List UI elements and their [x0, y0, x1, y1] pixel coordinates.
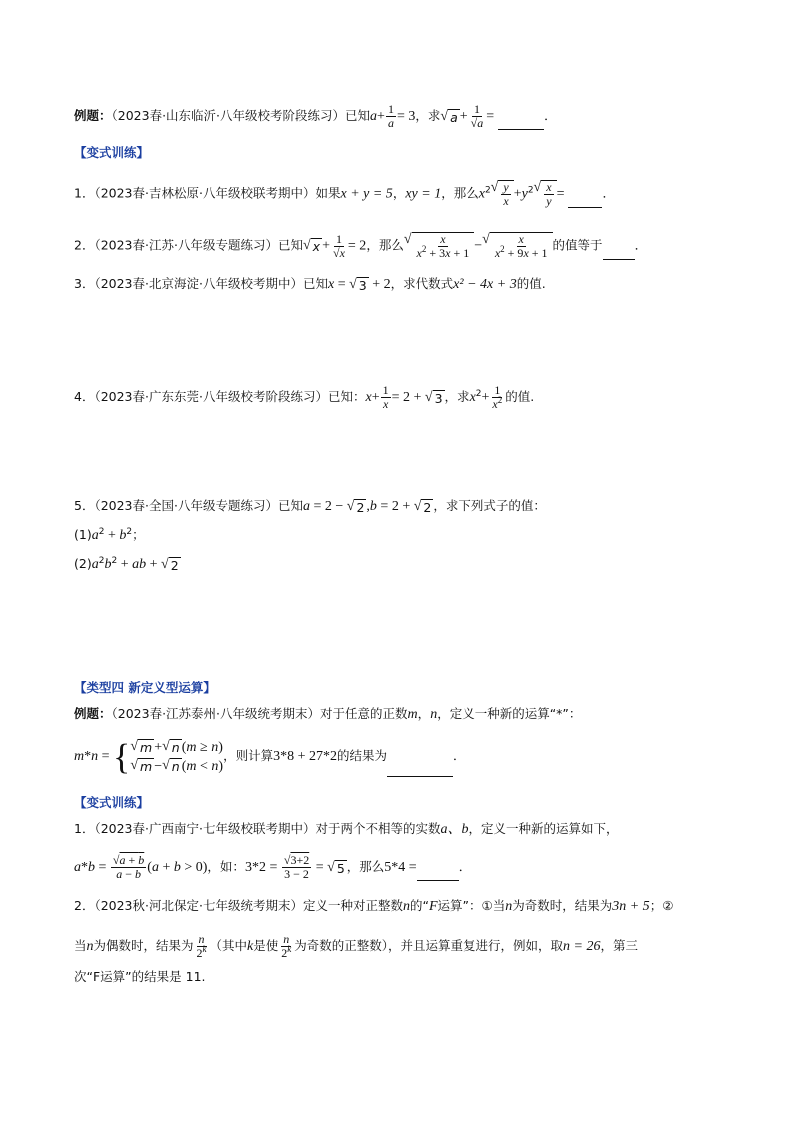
- question-1: 1．（2023春·吉林松原·八年级校联考期中）如果x + y = 5，xy = 1，那么$x^2$ √ $\frac{y}{x}$ $+y^2$ √ $\frac{x}{y}$ = ．: [74, 180, 615, 208]
- question-5-part-2: $(2)a^2b^2$ + ab + √ 2: [74, 555, 179, 573]
- question-3: 3．（2023春·北京海淀·八年级校考期中）已知x = √ 3 + 2，求代数式x² − 4x + 3的值.: [74, 276, 546, 293]
- variant2-question-1-def: a*b = $\frac{√a + b}{a - b}$ (a + b > 0)，如：3*2 = $\frac{√3+2}{3 - 2}$ = √ 5 ，那么5*4 = ．: [74, 853, 472, 881]
- fraction: $\frac{1}{a}$: [387, 102, 394, 130]
- question-5-part-1: $(1)a^2 + b^2$；: [74, 526, 145, 543]
- type4-example: 例题：（2023春·江苏泰州·八年级统考期末）对于任意的正数m，n，定义一种新的运算“*”：: [74, 706, 582, 722]
- question-5: 5．（2023春·全国·八年级专题练习）已知a = 2 − √ 2 ,b = 2 + √ 2 ，求下列式子的值：: [74, 498, 546, 515]
- variant2-question-1: 1．（2023春·广西南宁·七年级校联考期中）对于两个不相等的实数a、b，定义一种新的运算如下，: [74, 821, 619, 837]
- question-2: 2．（2023春·江苏·八年级专题练习）已知 √ x + $\frac{1}{√x}$ = 2，那么 √ $\frac{x}{x^2 + 3x + 1}$ − √ $\frac{x}{x^2 + 9x + 1}$ 的值等于 ．: [74, 231, 648, 260]
- example1-line: 例题：（2023春·山东临沂·八年级校考阶段练习）已知a+ $\frac{1}{a}$ = 3，求 √ a + $\frac{1}{√a}$ = ．: [74, 102, 557, 130]
- section-header: 【变式训练】: [74, 145, 150, 160]
- variant2-question-2-line3: 次“F运算”的结果是 11.: [74, 969, 206, 984]
- answer-blank[interactable]: [498, 115, 544, 130]
- variant2-question-2-line2: 当n为偶数时，结果为 $\frac{n}{2^k}$ （其中k是使 $\frac{n}{2^k}$ 为奇数的正整数），并且运算重复进行，例如，取n = 26，第三: [74, 932, 639, 960]
- answer-blank[interactable]: [603, 245, 635, 260]
- variant2-question-2: 2．（2023秋·河北保定·七年级统考期末）定义一种对正整数n的“F运算”：①当n为奇数时，结果为3n + 5；②: [74, 898, 674, 914]
- section-header-2: 【变式训练】: [74, 795, 150, 810]
- answer-blank[interactable]: [417, 866, 459, 881]
- example-label: 例题：: [74, 108, 112, 123]
- example-source: （2023春·山东临沂·八年级校考阶段练习）: [111, 108, 346, 123]
- question-4: 4．（2023春·广东东莞·八年级校考阶段练习）已知：x+ $\frac{1}{x}$ = 2 + √ 3 ，求$x^2+$ $\frac{1}{x^2}$ 的值.: [74, 383, 535, 411]
- section-header-type4: 【类型四 新定义型运算】: [74, 680, 216, 695]
- type4-definition: m*n = { √ m + √ n (m ≥ n) √ m − √ n (m < n) ，则计算3*8 + 27*2的结果为 ．: [74, 736, 466, 777]
- answer-blank[interactable]: [387, 762, 453, 777]
- answer-blank[interactable]: [568, 193, 602, 208]
- sqrt-a: √ a: [440, 108, 458, 125]
